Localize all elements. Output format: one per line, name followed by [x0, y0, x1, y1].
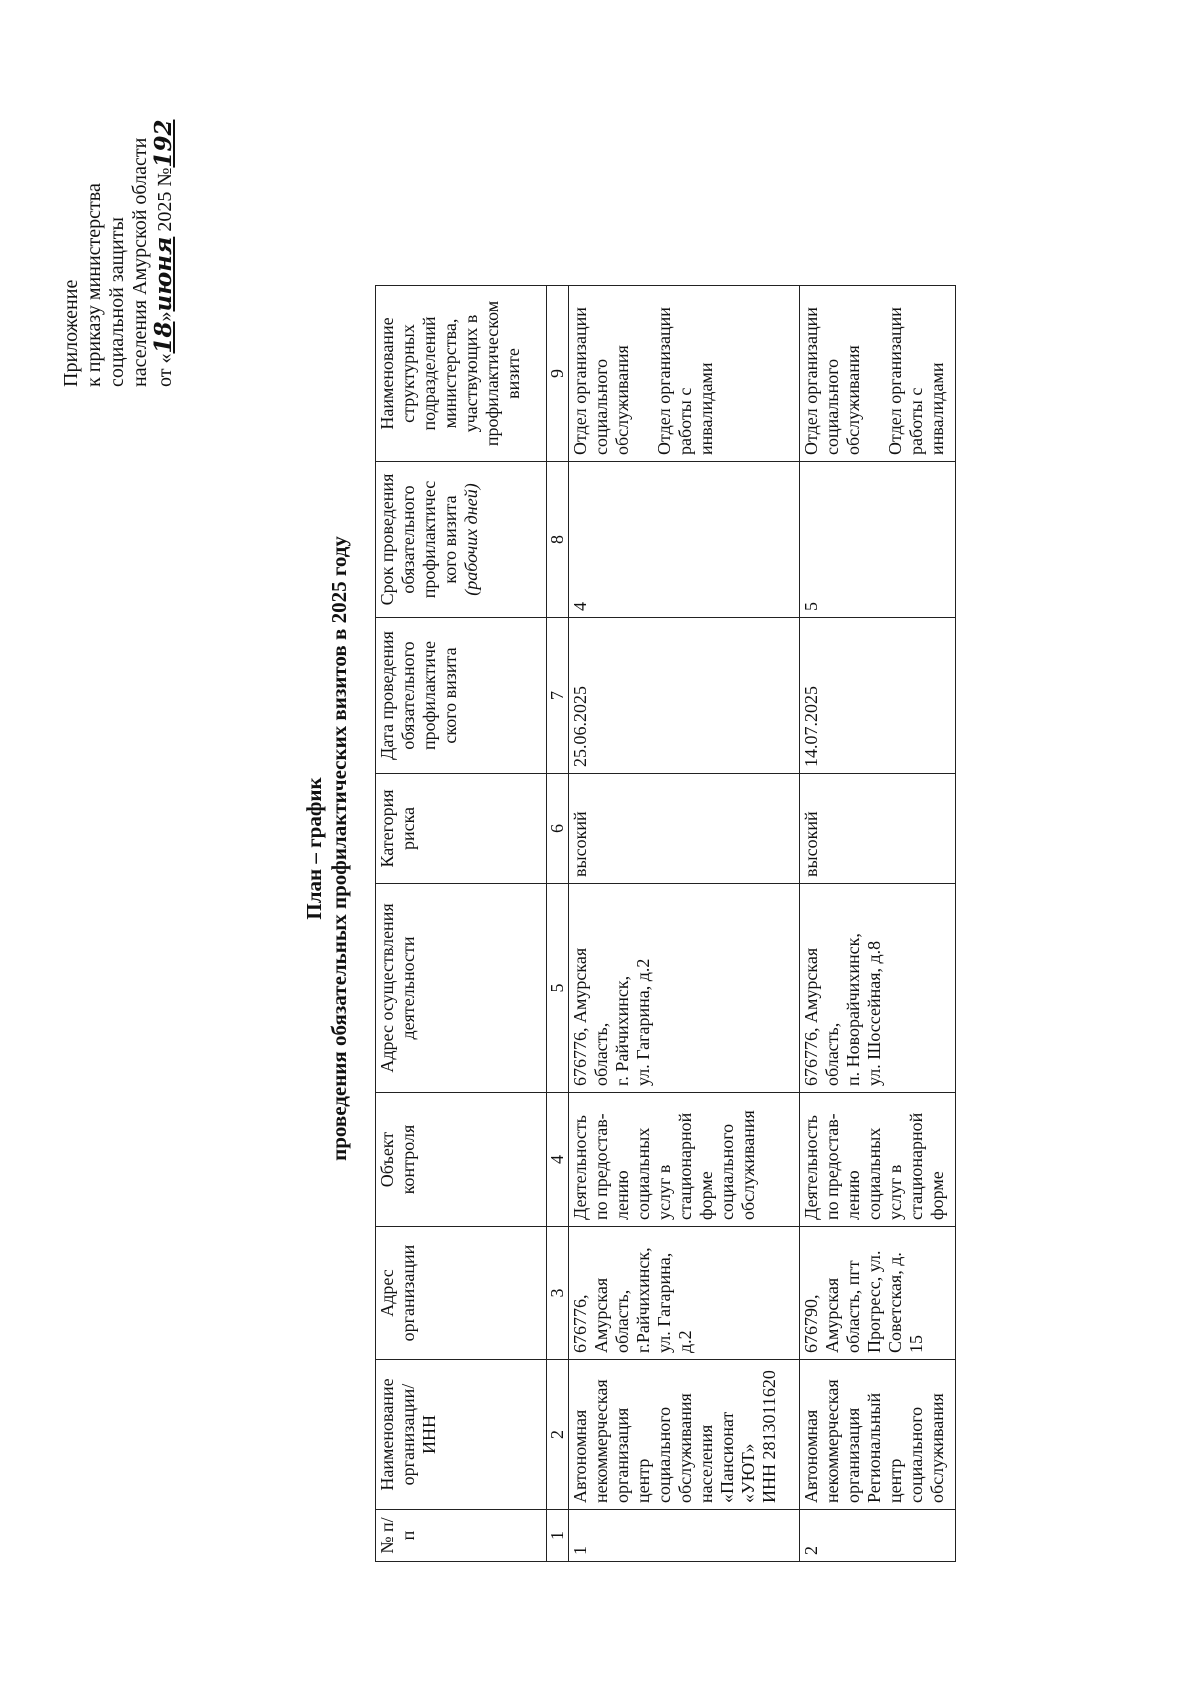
- text-line: 676776,: [570, 1294, 590, 1353]
- text-line: населения: [696, 1424, 716, 1503]
- document-title: [302, 0, 352, 1697]
- text-line: Отдел организации: [570, 307, 590, 455]
- row-number: 2: [800, 1510, 956, 1562]
- column-number: 3: [547, 1227, 569, 1360]
- text-line: обслуживания: [843, 345, 863, 455]
- appendix-line: Приложение: [60, 279, 82, 387]
- header-cell: [376, 462, 547, 618]
- text-line: некоммерческая: [591, 1379, 611, 1503]
- title-line-1: План – график: [302, 777, 326, 920]
- text-line: г. Райчихинск,: [612, 975, 632, 1086]
- column-number: 4: [547, 1093, 569, 1227]
- header-cell: Наименование организации/ ИНН: [376, 1360, 547, 1510]
- text-line: область,: [822, 1022, 842, 1086]
- text-line: д.2: [675, 1330, 695, 1353]
- text-line: 676776, Амурская: [570, 947, 590, 1086]
- header-note: (рабочих дней): [461, 483, 481, 596]
- org-address-cell: [800, 1227, 956, 1360]
- text-line: социального: [717, 1123, 737, 1220]
- text-line: ул. Гагарина, д.2: [633, 958, 653, 1086]
- plan-schedule-table: [375, 285, 956, 1562]
- column-number: 9: [547, 286, 569, 462]
- risk-category-cell: высокий: [569, 774, 800, 884]
- text-line: Прогресс, ул.: [864, 1250, 884, 1353]
- text-line: лению: [843, 1170, 863, 1220]
- text-line: по предостав-: [591, 1113, 611, 1220]
- header-row: [376, 286, 547, 1562]
- text-line: ИНН 2813011620: [759, 1370, 779, 1503]
- text-line: область,: [591, 1022, 611, 1086]
- date-year: 2025 №: [154, 167, 176, 237]
- text-line: обслуживания: [675, 1393, 695, 1503]
- visit-date-cell: 25.06.2025: [569, 618, 800, 774]
- header-cell: Наименование структурных подразделений министерства, участвующих в профилактическом визите: [376, 286, 547, 462]
- title-line-2: проведения обязательных профилактических визитов в 2025 году: [327, 536, 351, 1161]
- header-cell: № п/п: [376, 1510, 547, 1562]
- handwritten-month: июня: [150, 236, 177, 312]
- text-line: п. Новорайчихинск,: [843, 933, 863, 1086]
- text-line: организация: [843, 1407, 863, 1503]
- text-line: по предостав-: [822, 1113, 842, 1220]
- text-line: «Пансионат: [717, 1411, 737, 1503]
- text-line: форме: [927, 1171, 947, 1220]
- text-line: Автономная: [570, 1409, 590, 1503]
- control-object-cell: [800, 1093, 956, 1227]
- text-line: инвалидами: [696, 362, 716, 455]
- text-line: Амурская: [822, 1277, 842, 1353]
- departments-cell: [800, 286, 956, 462]
- column-number: 6: [547, 774, 569, 884]
- column-number: 7: [547, 618, 569, 774]
- text-line: область, пгт: [843, 1260, 863, 1353]
- text-line: социального: [822, 358, 842, 455]
- text-line: Деятельность: [570, 1115, 590, 1220]
- text-line: работы с: [675, 387, 695, 455]
- spacer: [864, 292, 885, 455]
- text-line: услуг в: [654, 1164, 674, 1220]
- handwritten-day: 18: [150, 321, 177, 354]
- text-line: социального: [906, 1406, 926, 1503]
- text-line: обслуживания: [927, 1393, 947, 1503]
- text-line: ул. Гагарина,: [654, 1252, 674, 1353]
- text-line: обслуживания: [612, 345, 632, 455]
- org-address-cell: [569, 1227, 800, 1360]
- visit-date-cell: 14.07.2025: [800, 618, 956, 774]
- date-prefix: от «: [154, 353, 176, 387]
- text-line: область,: [612, 1289, 632, 1353]
- appendix-date-line: [152, 7, 177, 387]
- visit-term-cell: 5: [800, 462, 956, 618]
- column-number: 1: [547, 1510, 569, 1562]
- text-line: центр: [633, 1458, 653, 1503]
- text-line: Отдел организации: [885, 307, 905, 455]
- activity-address-cell: [800, 884, 956, 1093]
- text-line: организация: [612, 1407, 632, 1503]
- header-text: Срок проведения обязательного профилактичес кого визита: [377, 473, 460, 606]
- text-line: некоммерческая: [822, 1379, 842, 1503]
- appendix-line: населения Амурской области: [129, 137, 151, 387]
- text-line: обслуживания: [738, 1110, 758, 1220]
- visit-term-cell: 4: [569, 462, 800, 618]
- org-name-cell: [569, 1360, 800, 1510]
- header-cell: Адрес осуществления деятельности: [376, 884, 547, 1093]
- text-line: ул. Шоссейная, д.8: [864, 940, 884, 1086]
- text-line: 15: [906, 1335, 926, 1353]
- appendix-line: социальной защиты: [106, 217, 128, 387]
- appendix-header: [60, 7, 177, 387]
- text-line: Отдел организации: [801, 307, 821, 455]
- text-line: центр: [885, 1458, 905, 1503]
- column-number: 8: [547, 462, 569, 618]
- text-line: Автономная: [801, 1409, 821, 1503]
- risk-category-cell: высокий: [800, 774, 956, 884]
- handwritten-order-number: 192: [150, 119, 177, 168]
- header-cell: Категория риска: [376, 774, 547, 884]
- header-cell: Дата проведения обязательного профилактиче ского визита: [376, 618, 547, 774]
- text-line: Отдел организации: [654, 307, 674, 455]
- header-cell: Адрес организации: [376, 1227, 547, 1360]
- text-line: «УЮТ»: [738, 1443, 758, 1503]
- appendix-line: к приказу министерства: [83, 183, 105, 387]
- text-line: социального: [654, 1406, 674, 1503]
- text-line: 676790,: [801, 1294, 821, 1353]
- column-number: 2: [547, 1360, 569, 1510]
- spacer: [633, 292, 654, 455]
- text-line: Амурская: [591, 1277, 611, 1353]
- row-number: 1: [569, 1510, 800, 1562]
- text-line: услуг в: [885, 1164, 905, 1220]
- text-line: работы с: [906, 387, 926, 455]
- text-line: Советская, д.: [885, 1252, 905, 1353]
- text-line: социальных: [633, 1127, 653, 1220]
- control-object-cell: [569, 1093, 800, 1227]
- text-line: стационарной: [906, 1112, 926, 1220]
- text-line: стационарной: [675, 1112, 695, 1220]
- text-line: Региональный: [864, 1392, 884, 1503]
- date-sep: »: [154, 311, 176, 322]
- text-line: 676776, Амурская: [801, 947, 821, 1086]
- text-line: лению: [612, 1170, 632, 1220]
- text-line: социальных: [864, 1127, 884, 1220]
- column-number: 5: [547, 884, 569, 1093]
- text-line: г.Райчихинск,: [633, 1247, 653, 1353]
- column-number-row: [547, 286, 569, 1562]
- departments-cell: [569, 286, 800, 462]
- activity-address-cell: [569, 884, 800, 1093]
- text-line: социального: [591, 358, 611, 455]
- text-line: Деятельность: [801, 1115, 821, 1220]
- org-name-cell: [800, 1360, 956, 1510]
- table-row: [569, 286, 800, 1562]
- text-line: инвалидами: [927, 362, 947, 455]
- header-cell: Объект контроля: [376, 1093, 547, 1227]
- table-row: [800, 286, 956, 1562]
- text-line: форме: [696, 1171, 716, 1220]
